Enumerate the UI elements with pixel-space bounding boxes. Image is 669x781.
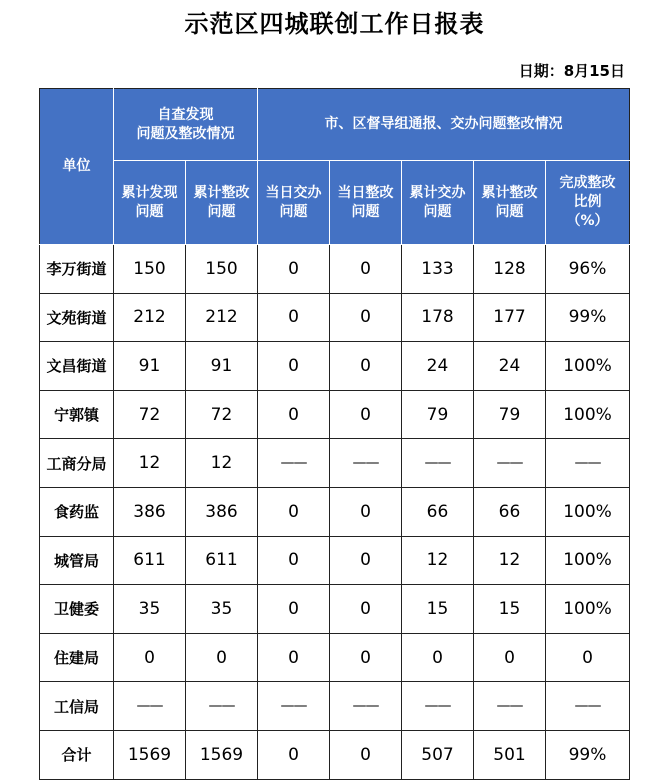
table-cell: 386: [114, 487, 186, 536]
table-cell: 150: [186, 245, 258, 294]
table-cell: ——: [258, 439, 330, 488]
header-col: 累计整改 问题: [186, 161, 258, 245]
header-unit: 单位: [40, 89, 114, 245]
table-cell: 0: [186, 633, 258, 682]
table-cell: 15: [474, 585, 546, 634]
row-unit: 合计: [40, 730, 114, 779]
table-cell: 507: [402, 730, 474, 779]
table-cell: ——: [474, 682, 546, 731]
table-cell: 0: [330, 633, 402, 682]
report-table: [39, 88, 630, 780]
table-row: [40, 293, 630, 342]
table-body: [40, 245, 630, 780]
header-col: 完成整改 比例 （%）: [546, 161, 630, 245]
header-col: 累计交办 问题: [402, 161, 474, 245]
table-cell: 12: [474, 536, 546, 585]
table-cell: 0: [546, 633, 630, 682]
header-self-check-group: 自查发现 问题及整改情况: [114, 89, 258, 161]
row-unit: 李万街道: [40, 245, 114, 294]
table-cell: 100%: [546, 342, 630, 391]
table-cell: 0: [330, 487, 402, 536]
table-cell: ——: [402, 439, 474, 488]
table-cell: ——: [402, 682, 474, 731]
table-cell: 100%: [546, 487, 630, 536]
table-cell: 1569: [186, 730, 258, 779]
table-cell: 0: [330, 293, 402, 342]
row-unit: 文昌街道: [40, 342, 114, 391]
table-cell: 0: [258, 487, 330, 536]
table-cell: 0: [330, 342, 402, 391]
table-row: [40, 536, 630, 585]
row-unit: 住建局: [40, 633, 114, 682]
table-cell: 79: [402, 390, 474, 439]
table-cell: 0: [258, 633, 330, 682]
table-cell: 35: [186, 585, 258, 634]
table-cell: 0: [114, 633, 186, 682]
header-col: 当日交办 问题: [258, 161, 330, 245]
table-cell: 91: [114, 342, 186, 391]
row-unit: 宁郭镇: [40, 390, 114, 439]
table-cell: 0: [258, 536, 330, 585]
table-cell: 100%: [546, 536, 630, 585]
table-cell: ——: [330, 682, 402, 731]
table-cell: 128: [474, 245, 546, 294]
table-cell: 0: [330, 390, 402, 439]
table-cell: 100%: [546, 390, 630, 439]
table-cell: 0: [402, 633, 474, 682]
table-cell: 91: [186, 342, 258, 391]
table-cell: ——: [186, 682, 258, 731]
table-row: [40, 342, 630, 391]
table-cell: 501: [474, 730, 546, 779]
table-cell: 0: [330, 730, 402, 779]
table-cell: ——: [114, 682, 186, 731]
table-cell: 1569: [114, 730, 186, 779]
table-cell: ——: [546, 439, 630, 488]
table-row: [40, 439, 630, 488]
table-cell: 0: [330, 245, 402, 294]
table-cell: 178: [402, 293, 474, 342]
table-cell: 212: [114, 293, 186, 342]
table-cell: 72: [186, 390, 258, 439]
table-cell: 66: [474, 487, 546, 536]
table-cell: 0: [258, 390, 330, 439]
header-col: 累计整改 问题: [474, 161, 546, 245]
table-cell: 99%: [546, 293, 630, 342]
report-title: 示范区四城联创工作日报表: [184, 10, 485, 38]
header-supervision-group: 市、区督导组通报、交办问题整改情况: [258, 89, 630, 161]
report-date: 日期：8月15日: [518, 62, 625, 80]
row-unit: 工商分局: [40, 439, 114, 488]
row-unit: 工信局: [40, 682, 114, 731]
table-cell: 212: [186, 293, 258, 342]
table-cell: 0: [258, 342, 330, 391]
row-unit: 文苑街道: [40, 293, 114, 342]
row-unit: 卫健委: [40, 585, 114, 634]
table-row: [40, 633, 630, 682]
table-cell: 0: [330, 536, 402, 585]
table-cell: 15: [402, 585, 474, 634]
header-col: 累计发现 问题: [114, 161, 186, 245]
row-unit: 城管局: [40, 536, 114, 585]
table-cell: 72: [114, 390, 186, 439]
table-cell: 177: [474, 293, 546, 342]
table-cell: 99%: [546, 730, 630, 779]
table-row: [40, 730, 630, 779]
header-col: 当日整改 问题: [330, 161, 402, 245]
table-cell: 611: [114, 536, 186, 585]
table-cell: 12: [402, 536, 474, 585]
row-unit: 食药监: [40, 487, 114, 536]
table-cell: 24: [474, 342, 546, 391]
table-row: [40, 390, 630, 439]
table-cell: 0: [330, 585, 402, 634]
table-cell: ——: [330, 439, 402, 488]
table-cell: 0: [258, 293, 330, 342]
table-row: [40, 487, 630, 536]
table-cell: 24: [402, 342, 474, 391]
table-row: [40, 585, 630, 634]
table-cell: 611: [186, 536, 258, 585]
table-cell: ——: [474, 439, 546, 488]
table-cell: 12: [186, 439, 258, 488]
table-cell: 96%: [546, 245, 630, 294]
table-row: [40, 682, 630, 731]
table-cell: ——: [258, 682, 330, 731]
table-cell: 0: [474, 633, 546, 682]
table-cell: 66: [402, 487, 474, 536]
table-cell: 100%: [546, 585, 630, 634]
table-cell: 79: [474, 390, 546, 439]
table-cell: ——: [546, 682, 630, 731]
table-cell: 0: [258, 585, 330, 634]
table-cell: 35: [114, 585, 186, 634]
table-row: [40, 245, 630, 294]
table-cell: 12: [114, 439, 186, 488]
table-cell: 133: [402, 245, 474, 294]
table-cell: 0: [258, 730, 330, 779]
table-cell: 150: [114, 245, 186, 294]
table-cell: 0: [258, 245, 330, 294]
table-cell: 386: [186, 487, 258, 536]
